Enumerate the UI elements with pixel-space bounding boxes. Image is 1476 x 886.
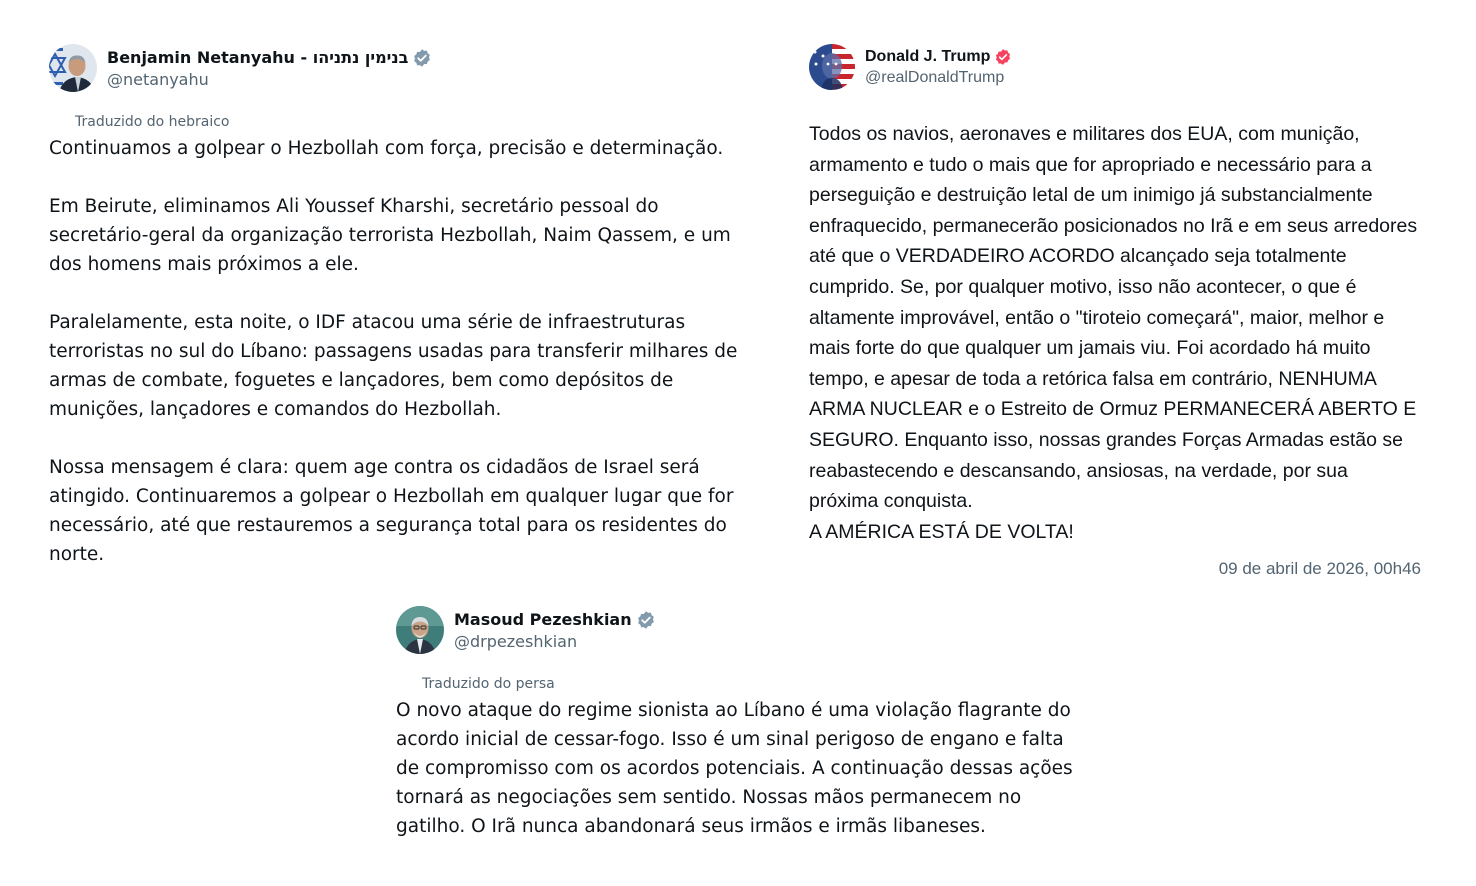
verified-gray-badge-icon xyxy=(412,48,432,68)
name-row xyxy=(107,48,432,68)
author-handle[interactable]: @drpezeshkian xyxy=(454,631,578,651)
post-paragraph: Nossa mensagem é clara: quem age contra os cidadãos de Israel será atingido. Continuaremos a golpear o Hezbollah em qualquer lugar que for necessário, até que restauremos a segurança total para os residentes do norte. xyxy=(49,457,734,565)
translated-label[interactable]: Traduzido do hebraico xyxy=(75,114,230,130)
post-timestamp[interactable]: 09 de abril de 2026, 00h46 xyxy=(1218,559,1421,579)
post-header xyxy=(809,44,1421,90)
post-paragraph: Todos os navios, aeronaves e militares dos EUA, com munição, armamento e tudo o mais que for apropriado e necessário para a perseguição e destruição letal de um inimigo já substancialmente enfraquecido, permanecerão posicionados no Irã e em seus arredores até que o VERDADEIRO ACORDO alcançado seja totalmente cumprido. Se, por qualquer motivo, isso não acontecer, o que é altamente improvável, então o "tiroteio começará", maior, melhor e mais forte do que qualquer um jamais viu. Foi acordado há muito tempo, e apesar de toda a retórica falsa em contrário, NENHUMA ARMA NUCLEAR e o Estreito de Ormuz PERMANECERÁ ABERTO E SEGURO. Enquanto isso, nossas grandes Forças Armadas estão se reabastecendo e descansando, ansiosas, na verdade, por sua próxima conquista. xyxy=(809,123,1418,513)
translated-label[interactable]: Traduzido do persa xyxy=(422,676,555,692)
post-trump xyxy=(809,44,1421,579)
author-display-name[interactable]: Masoud Pezeshkian xyxy=(454,610,632,629)
author-display-name[interactable]: Donald J. Trump xyxy=(865,47,991,65)
author-display-name[interactable]: Benjamin Netanyahu - בנימין נתניהו xyxy=(107,48,409,67)
author-block xyxy=(865,48,1012,87)
post-body xyxy=(396,696,1086,841)
post-paragraph: Paralelamente, esta noite, o IDF atacou uma série de infraestruturas terroristas no sul do Líbano: passagens usadas para transferir milhares de armas de combate, foguetes e lançadores, bem como depósitos de munições, lançadores e comandos do Hezbollah. xyxy=(49,312,738,420)
post-netanyahu xyxy=(49,44,749,569)
post-header xyxy=(396,606,1086,654)
post-pezeshkian xyxy=(396,606,1086,841)
avatar-pezeshkian[interactable] xyxy=(396,606,444,654)
post-paragraph: O novo ataque do regime sionista ao Líbano é uma violação flagrante do acordo inicial de cessar-fogo. Isso é um sinal perigoso de engano e falta de compromisso com os acordos potenciais. A continuação dessas ações tornará as negociações sem sentido. Nossas mãos permanecem no gatilho. O Irã nunca abandonará seus irmãos e irmãs libaneses. xyxy=(396,700,1073,837)
verified-gray-badge-icon xyxy=(636,610,656,630)
avatar-netanyahu[interactable] xyxy=(49,44,97,92)
post-header xyxy=(49,44,749,92)
post-body xyxy=(809,119,1421,547)
verified-red-badge-icon xyxy=(994,48,1012,66)
post-body xyxy=(49,134,749,569)
author-block xyxy=(107,48,432,89)
author-handle[interactable]: @netanyahu xyxy=(107,69,209,89)
avatar-trump[interactable] xyxy=(809,44,855,90)
post-paragraph: Continuamos a golpear o Hezbollah com força, precisão e determinação. xyxy=(49,138,724,159)
author-block xyxy=(454,610,656,651)
post-closing-line: A AMÉRICA ESTÁ DE VOLTA! xyxy=(809,520,1074,543)
name-row xyxy=(865,48,1012,66)
name-row xyxy=(454,610,656,630)
author-handle[interactable]: @realDonaldTrump xyxy=(865,68,1005,86)
post-paragraph: Em Beirute, eliminamos Ali Youssef Kharshi, secretário pessoal do secretário-geral da organização terrorista Hezbollah, Naim Qassem, e um dos homens mais próximos a ele. xyxy=(49,196,731,275)
